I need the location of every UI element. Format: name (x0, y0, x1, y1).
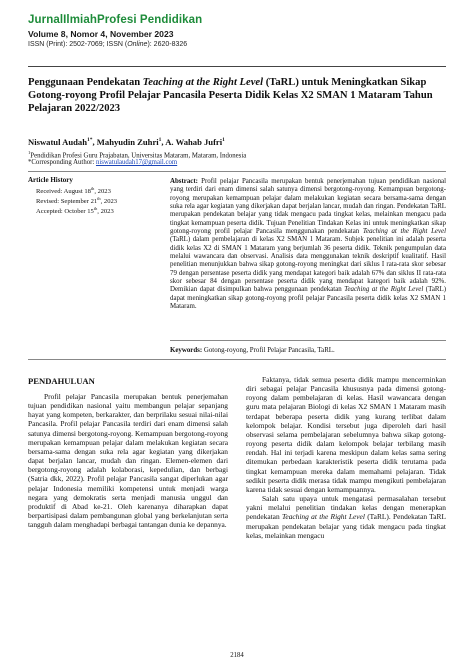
meta-divider-top (28, 171, 446, 172)
journal-volume: Volume 8, Nomor 4, November 2023 (28, 29, 174, 39)
article-history-title: Article History (28, 176, 73, 184)
paragraph: Profil pelajar Pancasila merupakan bentuk penerjemahan tujuan pendidikan nasional yaitu membangun pelajar sepanjang hayat yang kompeten, berkarakter, dan berprilaku sesuai nilai-nilai Pancasila. Profil pelajar Pancasila terdiri dari enam dimensi salah satunya dimensi bergotong-royong. Kemampuan bergotong-royong merupakan kemampuan pelajar dalam melakukan kegiatan secara bersama-sama dengan suka rela agar kegiatan yang dikerjakan dapat berjalan lancar, mudah dan ringan. Elemen-elemen dari bergotong-royong adalah kolaborasi, kepedulian, dan berbagi (Satria dkk, 2022). Profil pelajar Pancasila sangat diperlukan agar pelajar Indonesia memiliki kompetensi untuk menjadi warga negara yang demokratis serta menjadi manusia unggul dan produktif di Abad ke-21. Oleh karenanya diharapkan dapat berpartisipasi dalam pembangunan global yang berkelanjutan serta tangguh dalam menghadapi berbagai tantangan dunia ke depannya. (28, 392, 228, 530)
paragraph: Faktanya, tidak semua peserta didik mampu mencerminkan diri sebagai pelajar Pancasila khususnya pada dimensi gotong-royong dalam pembelajaran di kelas. Hasil wawancara dengan guru mata pelajaran Biologi di kelas X2 SMAN 1 Mataram masih terdapat beberapa peserta didik yang kurang terlibat dalam kelompok belajar. Kondisi tersebut juga diperoleh dari hasil observasi selama pembelajaran sebelumnya bahwa sikap gotong-royong peserta didik dalam kelompok belajar terbilang masih rendah. Hal ini terjadi karena meskipun dalam kelas sama sering ditemukan perbedaan karakteristik peserta didik terutama pada tingkat kemampuan mereka dalam memahami pelajaran. Tidak sedikit peserta didik merasa tidak mampu mengikuti pembelajaran karena tidak sesuai dengan kemampuannya. (246, 375, 446, 494)
body-column-right (246, 375, 446, 540)
body-column-left (28, 392, 228, 529)
meta-divider-bottom (28, 359, 446, 360)
journal-issn: ISSN (Print): 2502-7069; ISSN (Online): 2620-8326 (28, 41, 188, 48)
paragraph: Salah satu upaya untuk mengatasi permasalahan tersebut yakni melalui penelitian tindakan kelas dengan menerapkan pendekatan Teaching at the Right Level (TaRL). Pendekatan TaRL merupakan pendekatan belajar yang tidak mengacu pada tingkat kelas, melainkan mengacu (246, 494, 446, 540)
article-title: Penggunaan Pendekatan Teaching at the Right Level (TaRL) untuk Meningkatkan Sikap Gotong-royong Profil Pelajar Pancasila Peserta Didik Kelas X2 SMAN 1 Mataram Tahun Pelajaran 2022/2023 (28, 77, 433, 114)
affiliation: $^1$Pendidikan Profesi Guru Prajabatan, Universitas Mataram, Mataram, Indonesia (28, 150, 247, 160)
page-number: 2184 (230, 652, 244, 659)
section-heading: PENDAHULUAN (28, 376, 95, 386)
keywords: Keywords: Gotong-royong, Profil Pelajar Pancasila, TaRL. (170, 347, 335, 354)
history-revised: Revised: September 21th, 2023 (36, 196, 118, 206)
journal-name: JurnalIlmiahProfesi Pendidikan (28, 14, 203, 26)
history-accepted: Accepted: October 15th, 2023 (36, 206, 114, 216)
author-email-link[interactable]: niswatulaudah17@gmail.com (95, 159, 178, 166)
author-list: Niswatul Audah$^{1*}$, Mahyudin Zuhri$^1$, A. Wahab Jufri$^1$ (28, 137, 225, 147)
header-divider (28, 66, 446, 67)
corresponding-author: *Corresponding Author: niswatulaudah17@gmail.com (28, 159, 178, 166)
keywords-divider (170, 340, 446, 341)
journal-header (28, 14, 448, 48)
history-received: Received: August 18th, 2023 (36, 186, 111, 196)
abstract: Abstract: Profil pelajar Pancasila merupakan bentuk penerjemahan tujuan pendidikan nasional yang terdiri dari enam dimensi salah satunya dimensi bergotong-royong. Kemampuan bergotong-royong merupakan kemampuan pelajar dalam melakukan kegiatan secara bersama-sama dengan suka rela agar kegiatan yang dikerjakan dapat berjalan lancar, mudah dan ringan. Pendekatan TaRL merupakan pendekatan belajar yang tidak mengacu pada tingkat kelas, melainkan mengacu pada tingkat kemampuan peserta didik. Tujuan Penelitian Tindakan Kelas ini untuk meningkatkan sikap gotong-royong profil pelajar Pancasila menggunakan pendekatan Teaching at the Right Level (TaRL) dalam pembelajaran di kelas X2 SMAN 1 Mataram. Subjek penelitian ini adalah peserta didik kelas X2 di SMAN 1 Mataram yang berjumlah 36 peserta didik. Teknik pengumpulan data melalui wawancara dan observasi. Analisis data menggunakan teknik deskriptif kualitatif. Hasil penelitian menunjukkan bahwa sikap gotong-royong meningkat dari siklus I rata-rata skor sebesar 79 dengan persentase peserta didik yang mendapat kategori baik adalah 67% dan siklus II rata-rata skor sebesar 84 dengan persentase peserta didik yang mendapat kategori baik adalah 92%. Demikian dapat disimpulkan bahwa penggunaan pendekatan Teaching at the Right Level (TaRL) dapat meningkatkan sikap gotong-royong profil pelajar Pancasila peserta didik kelas X2 SMAN 1 Mataram. (170, 178, 446, 311)
